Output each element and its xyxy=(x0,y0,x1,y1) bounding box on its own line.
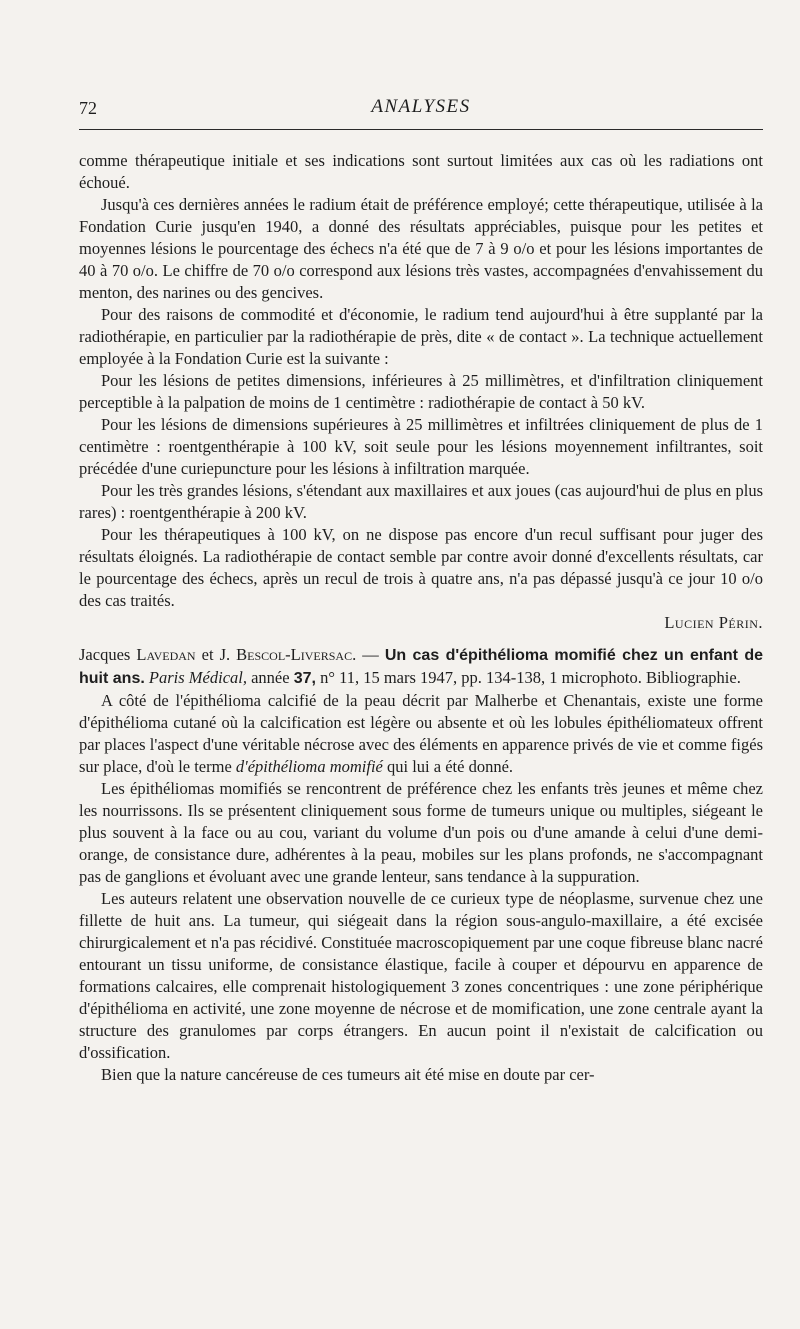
paragraph: Pour les lésions de dimensions supérieures à 25 millimètres et infiltrées cliniquement de plus de 1 centimètre : roentgenthérapie à 100 kV, soit seule pour les lésions moyennement infiltrantes, soit précédée d'une curiepuncture pour les lésions à infiltration marquée. xyxy=(79,415,763,478)
journal-volume: 37, xyxy=(293,670,316,687)
paragraph: Pour les thérapeutiques à 100 kV, on ne dispose pas encore d'un recul suffisant pour juger des résultats éloignés. La radiothérapie de contact semble par contre avoir donné d'excellents résultats, car le pourcentage des échecs, après un recul de trois à quatre ans, n'a pas dépassé jusqu'à ce jour 10 o/o des cas traités. xyxy=(79,525,763,610)
paragraph: Pour les lésions de petites dimensions, inférieures à 25 millimètres, et d'infiltration cliniquement perceptible à la palpation de moins de 1 centimètre : radiothérapie de contact à 50 kV. xyxy=(79,371,763,412)
paragraph: Bien que la nature cancéreuse de ces tumeurs ait été mise en doute par cer- xyxy=(101,1065,595,1084)
paragraph: Pour des raisons de commodité et d'économie, le radium tend aujourd'hui à être supplanté par la radiothérapie, en particulier par la radiothérapie de près, dite « de contact ». La technique actuellement employée à la Fondation Curie est la suivante : xyxy=(79,305,763,368)
paragraph: Les épithéliomas momifiés se rencontrent de préférence chez les enfants très jeunes et même chez les nourrissons. Ils se présentent cliniquement sous forme de tumeurs unique ou multiples, siégeant le plus souvent à la face ou au cou, variant du volume d'un pois ou d'une amande à celui d'une demi-orange, de consistance dure, adhérentes à la peau, mobiles sur les plans profonds, ne s'accompagnant pas de ganglions et évoluant avec une grande lenteur, sans tendance à la suppuration. xyxy=(79,779,763,886)
paragraph: Jusqu'à ces dernières années le radium était de préférence employé; cette thérapeutique, utilisée à la Fondation Curie jusqu'en 1940, a donné des résultats appréciables, puisque pour les petites et moyennes lésions le pourcentage des échecs n'a été que de 7 à 9 o/o et pour les lésions importantes de 40 à 70 o/o. Le chiffre de 70 o/o correspond aux lésions très vastes, accompagnées d'envahissement du menton, des narines ou des gencives. xyxy=(79,195,763,302)
conjunction: et J. xyxy=(201,645,231,664)
page-number: 72 xyxy=(79,98,97,118)
author-signature: Lucien Périn. xyxy=(664,613,763,632)
article-radiotherapy xyxy=(79,150,763,634)
article-heading xyxy=(79,644,763,690)
paragraph: Les auteurs relatent une observation nouvelle de ce curieux type de néoplasme, survenue chez une fillette de huit ans. La tumeur, qui siégeait dans la région sous-angulo-maxillaire, a été excisée chirurgicalement et n'a pas récidivé. Constituée macroscopiquement par une coque fibreuse blanc nacré entourant un tissu uniforme, de consistance élastique, facile à couper et dépourvu en apparence de formations calcaires, elle comprenait histologiquement 3 zones concentriques : une zone périphérique d'épithélioma en activité, une zone moyenne de nécrose et de momification, une zone centrale ayant la structure des granulomes par corps étrangers. En aucun point il n'existait de calcification ou d'ossification. xyxy=(79,889,763,1062)
page-header xyxy=(79,96,763,126)
paragraph: Pour les très grandes lésions, s'étendant aux maxillaires et aux joues (cas aujourd'hui de plus en plus rares) : roentgenthérapie à 200 kV. xyxy=(79,481,763,522)
paragraph: comme thérapeutique initiale et ses indications sont surtout limitées aux cas où les radiations ont échoué. xyxy=(79,151,763,192)
article-title: Un cas d'épithélioma momifié chez un enfant de huit ans. xyxy=(79,647,764,687)
separator: . — xyxy=(352,645,379,664)
journal-name: Paris Médical, xyxy=(148,668,247,687)
citation-text: année xyxy=(251,668,290,687)
running-title: ANALYSES xyxy=(371,96,471,117)
paragraph: A côté de l'épithélioma calcifié de la peau décrit par Malherbe et Chenantais, existe une forme d'épithélioma cutané où la calcification est légère ou absente et où les lobules épithéliomateux offrent par places l'aspect d'une véritable nécrose avec des éléments en apparence privés de vie et comme figés sur place, d'où le terme d'épithélioma momifié qui lui a été donné. xyxy=(79,691,763,776)
article-epithelioma xyxy=(79,644,763,1086)
citation-text: n° 11, 15 mars 1947, pp. 134-138, 1 microphoto. Bibliographie. xyxy=(320,668,741,687)
body-text xyxy=(79,150,763,1086)
author-surname: Lavedan xyxy=(136,645,196,664)
italic-term: d'épithélioma momifié xyxy=(235,757,383,776)
author-firstname: Jacques xyxy=(79,645,131,664)
header-rule xyxy=(79,129,763,130)
author-surname: Bescol-Liversac xyxy=(236,645,353,664)
